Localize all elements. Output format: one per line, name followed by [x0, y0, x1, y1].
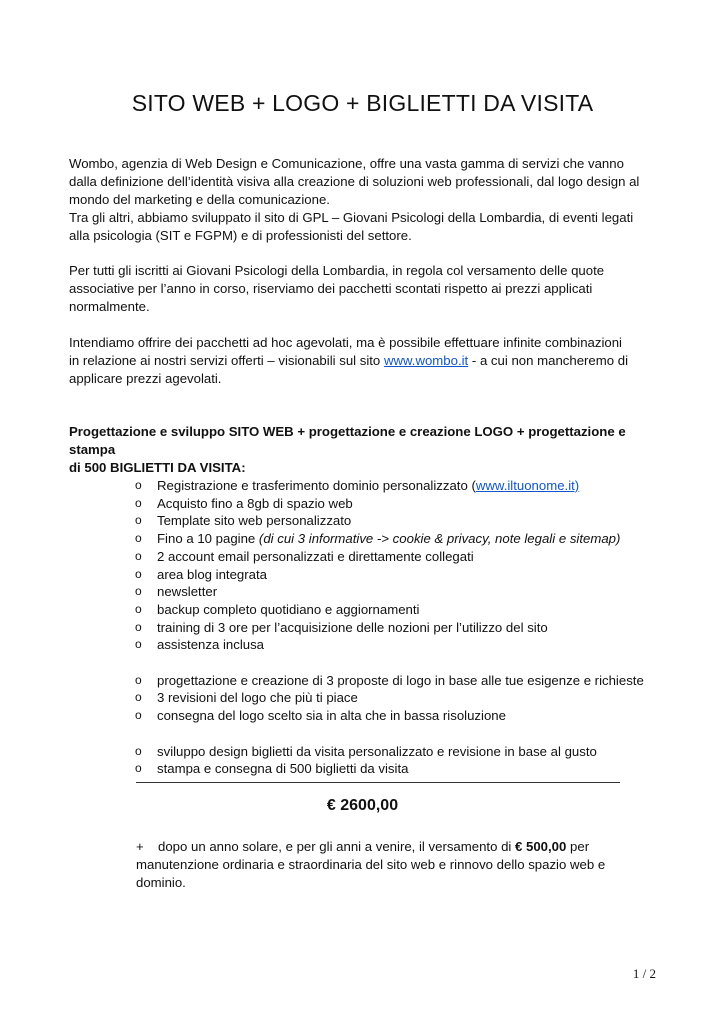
item-text: Registrazione e trasferimento dominio personalizzato ( — [157, 478, 476, 493]
list-item: o consegna del logo scelto sia in alta che in bassa risoluzione — [135, 707, 695, 725]
intro-line: Wombo, agenzia di Web Design e Comunicazione, offre una vasta gamma di servizi che vanno — [69, 156, 624, 171]
package-heading-line: Progettazione e sviluppo SITO WEB + progettazione e creazione LOGO + progettazione e stampa — [69, 424, 626, 457]
list-item: o stampa e consegna di 500 biglietti da visita — [135, 760, 695, 778]
note-text: dopo un anno solare, e per gli anni a venire, il versamento di — [158, 839, 516, 854]
custom-text: in relazione ai nostri servizi offerti – visionabili sul sito — [69, 353, 384, 368]
intro-line: alla psicologia (SIT e FGPM) e di professionisti del settore. — [69, 228, 412, 243]
list-item — [135, 477, 695, 495]
custom-text: - a cui non mancheremo di — [468, 353, 629, 368]
note-text: per — [566, 839, 590, 854]
custom-paragraph — [69, 334, 659, 388]
intro-line: Tra gli altri, abbiamo sviluppato il sito di GPL – Giovani Psicologi della Lombardia, di eventi legati — [69, 210, 634, 225]
list-item: o assistenza inclusa — [135, 636, 695, 654]
list-item: o area blog integrata — [135, 566, 695, 584]
list-item: o backup completo quotidiano e aggiornamenti — [135, 601, 695, 619]
maintenance-note — [136, 838, 636, 892]
wombo-link[interactable]: www.wombo.it — [383, 353, 469, 368]
package-heading — [69, 423, 659, 477]
offer-line: normalmente. — [69, 299, 150, 314]
list-item: o 3 revisioni del logo che più ti piace — [135, 689, 695, 707]
item-text: Fino a 10 pagine — [157, 531, 259, 547]
intro-paragraph — [69, 155, 659, 245]
note-line: manutenzione ordinaria e straordinaria del sito web e rinnovo dello spazio web e — [136, 857, 606, 872]
offer-paragraph — [69, 262, 659, 316]
divider — [136, 782, 620, 783]
list-item: o sviluppo design biglietti da visita personalizzato e revisione in base al gusto — [135, 743, 695, 761]
custom-line — [69, 352, 659, 370]
list-item: o 2 account email personalizzati e direttamente collegati — [135, 548, 695, 566]
package-items-list — [135, 477, 695, 778]
list-item: o training di 3 ore per l’acquisizione delle nozioni per l’utilizzo del sito — [135, 619, 695, 637]
note-line — [136, 838, 636, 856]
maintenance-amount: € 500,00 — [515, 839, 567, 854]
list-item: o progettazione e creazione di 3 proposte di logo in base alle tue esigenze e richieste — [135, 672, 695, 690]
offer-line: associative per l’anno in corso, riserviamo dei pacchetti scontati rispetto ai prezzi applicati — [69, 281, 593, 296]
note-line: dominio. — [136, 875, 186, 890]
intro-line: dalla definizione dell’identità visiva alla creazione di soluzioni web professionali, dal logo design al — [69, 174, 640, 189]
package-price: € 2600,00 — [326, 797, 399, 814]
list-item — [135, 530, 695, 548]
list-item: o newsletter — [135, 583, 695, 601]
package-heading-line: di 500 BIGLIETTI DA VISITA: — [69, 460, 246, 475]
iltuonome-link[interactable]: www.iltuonome.it) — [475, 478, 580, 493]
page-number: 1 / 2 — [632, 966, 656, 981]
page-title: SITO WEB + LOGO + BIGLIETTI DA VISITA — [131, 90, 594, 116]
item-italic-text: (di cui 3 informative -> cookie & privacy, note legali e sitemap) — [258, 531, 621, 547]
list-item: o Template sito web personalizzato — [135, 512, 695, 530]
offer-line: Per tutti gli iscritti ai Giovani Psicologi della Lombardia, in regola col versamento delle quote — [69, 263, 605, 278]
plus-sign: + — [136, 839, 144, 854]
intro-line: mondo del marketing e della comunicazione. — [69, 192, 330, 207]
custom-line: applicare prezzi agevolati. — [69, 371, 222, 386]
custom-line: Intendiamo offrire dei pacchetti ad hoc agevolati, ma è possibile effettuare infinite combinazioni — [69, 335, 622, 350]
list-item: o Acquisto fino a 8gb di spazio web — [135, 495, 695, 513]
